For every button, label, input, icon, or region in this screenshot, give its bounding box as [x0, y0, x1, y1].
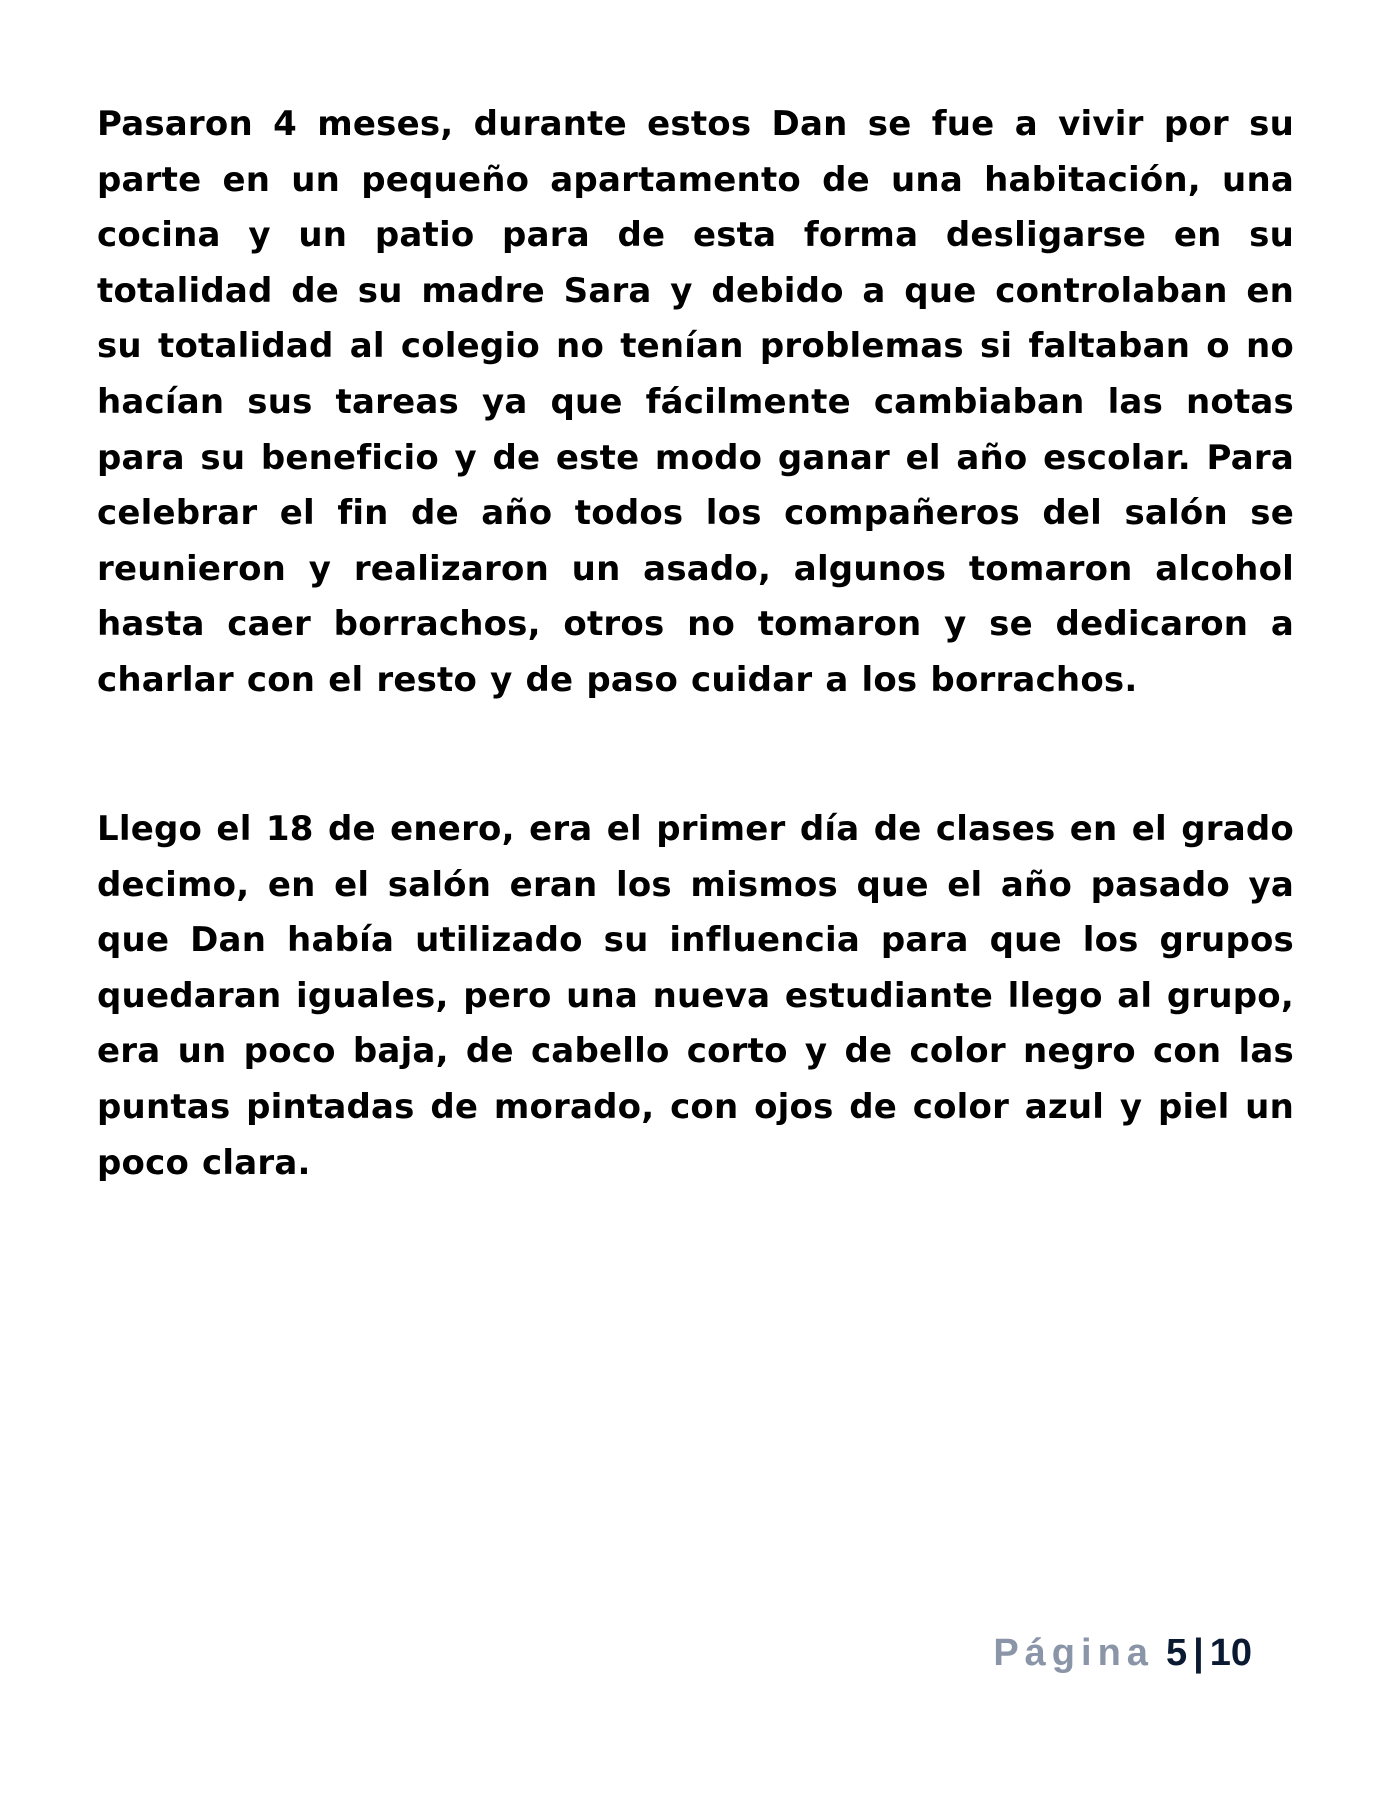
page-label: Página	[993, 1632, 1154, 1674]
body-paragraph-1: Pasaron 4 meses, durante estos Dan se fue a vivir por su parte en un pequeño apartamento de una habitación, una cocina y un patio para de esta forma desligarse en su totalidad de su madre Sara y debido a que controlaban en su totalidad al colegio no tenían problemas si faltaban o no hacían sus tareas ya que fácilmente cambiaban las notas para su beneficio y de este modo ganar el año escolar. Para celebrar el fin de año todos los compañeros del salón se reunieron y realizaron un asado, algunos tomaron alcohol hasta caer borrachos, otros no tomaron y se dedicaron a charlar con el resto y de paso cuidar a los borrachos.	[97, 104, 1294, 700]
page-footer	[993, 1630, 1252, 1676]
page-separator: |	[1193, 1632, 1204, 1674]
body-paragraph-2: Llego el 18 de enero, era el primer día de clases en el grado decimo, en el salón eran los mismos que el año pasado ya que Dan había utilizado su influencia para que los grupos quedaran iguales, pero una nueva estudiante llego al grupo, era un poco baja, de cabello corto y de color negro con las puntas pintadas de morado, con ojos de color azul y piel un poco clara.	[97, 809, 1294, 1183]
current-page-number: 5	[1165, 1632, 1188, 1674]
total-page-count: 10	[1209, 1632, 1252, 1674]
